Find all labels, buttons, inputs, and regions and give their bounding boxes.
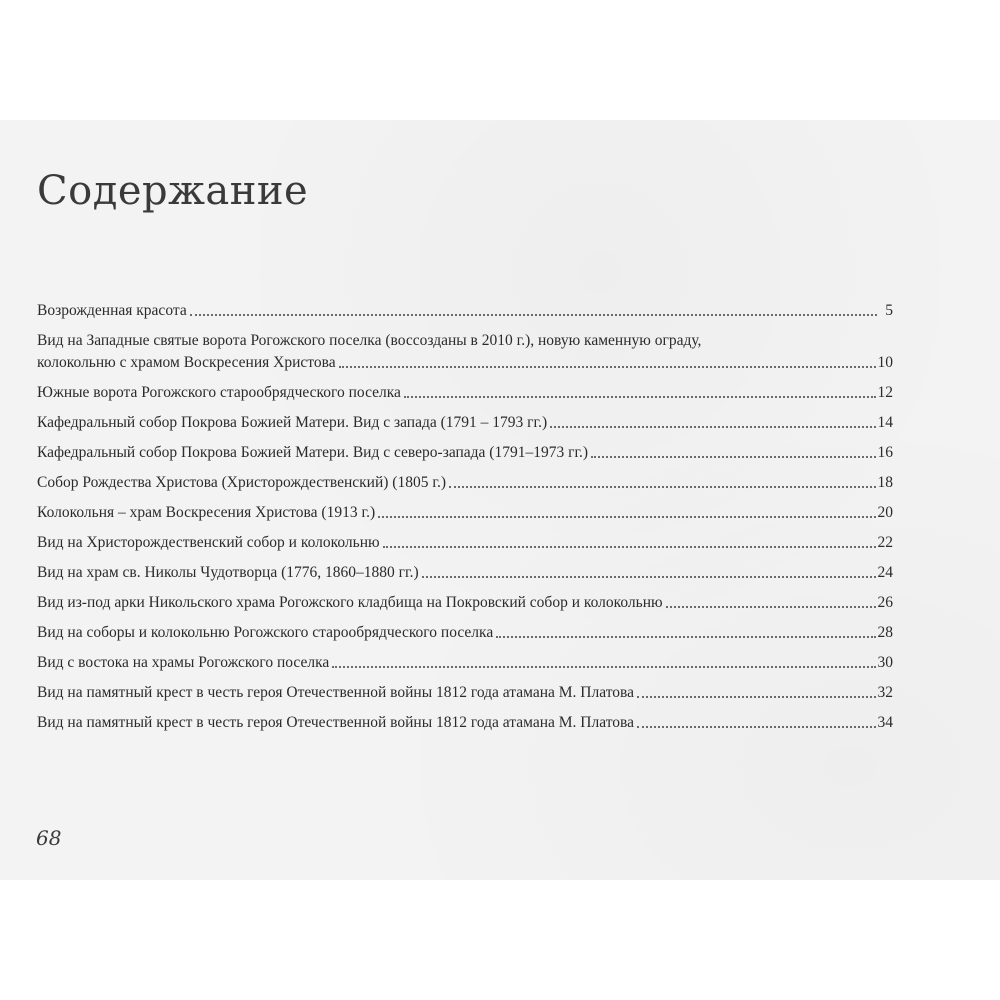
- toc-entry: [37, 502, 893, 524]
- toc-entry-title: Южные ворота Рогожского старообрядческого поселка: [37, 384, 401, 401]
- dot-leader: [496, 636, 875, 638]
- dot-leader: [550, 426, 875, 428]
- dot-leader: [637, 696, 875, 698]
- page-number: 68: [36, 826, 62, 850]
- toc-entry: [37, 382, 893, 404]
- toc-entry-title: Вид из-под арки Никольского храма Рогожского кладбища на Покровский собор и колокольню: [37, 594, 663, 611]
- contents-title: Содержание: [37, 168, 309, 214]
- toc-entry-title: Возрожденная красота: [37, 302, 187, 319]
- dot-leader: [449, 486, 876, 488]
- dot-leader: [637, 726, 875, 728]
- table-of-contents: [37, 300, 893, 742]
- dot-leader: [339, 366, 876, 368]
- toc-entry-page: 16: [877, 444, 893, 461]
- toc-entry-page: 26: [877, 594, 893, 611]
- toc-entry: [37, 592, 893, 614]
- toc-entry-page: 12: [877, 384, 893, 401]
- toc-entry-title: Собор Рождества Христова (Христорождественский) (1805 г.): [37, 474, 446, 491]
- toc-entry: [37, 472, 893, 494]
- dot-leader: [666, 606, 876, 608]
- toc-entry-page: 20: [877, 504, 893, 521]
- toc-entry-title: Колокольня – храм Воскресения Христова (1913 г.): [37, 504, 376, 521]
- toc-entry: [37, 682, 893, 704]
- toc-entry: [37, 622, 893, 644]
- dot-leader: [422, 576, 876, 578]
- toc-entry: [37, 412, 893, 434]
- toc-entry-page: 32: [877, 684, 893, 701]
- toc-entry-title: Вид на Христорождественский собор и колокольню: [37, 534, 380, 551]
- toc-entry-title: Вид на памятный крест в честь героя Отечественной войны 1812 года атамана М. Платова: [37, 714, 635, 731]
- toc-entry-page: 14: [877, 414, 893, 431]
- dot-leader: [383, 546, 876, 548]
- toc-entry-title: Вид на храм св. Николы Чудотворца (1776, 1860–1880 гг.): [37, 564, 419, 581]
- toc-entry: [37, 562, 893, 584]
- toc-entry-page: 10: [877, 354, 893, 371]
- toc-entry-page: 34: [877, 714, 893, 731]
- dot-leader: [378, 516, 875, 518]
- toc-entry-title: Кафедральный собор Покрова Божией Матери. Вид с запада (1791 – 1793 гг.): [37, 414, 548, 431]
- toc-entry-page: 30: [877, 654, 893, 671]
- toc-entry-title: Вид на памятный крест в честь героя Отечественной войны 1812 года атамана М. Платова: [37, 684, 635, 701]
- dot-leader: [332, 666, 875, 668]
- dot-leader: [404, 396, 876, 398]
- toc-entry: [37, 300, 893, 322]
- toc-entry-page: 24: [877, 564, 893, 581]
- toc-entry-title: Вид на соборы и колокольню Рогожского старообрядческого поселка: [37, 624, 494, 641]
- toc-entry: [37, 330, 893, 374]
- toc-entry-title: Кафедральный собор Покрова Божией Матери. Вид с северо-запада (1791–1973 гг.): [37, 444, 589, 461]
- toc-entry-title-continued: колокольню с храмом Воскресения Христова: [37, 354, 336, 371]
- toc-entry: [37, 532, 893, 554]
- toc-entry: [37, 712, 893, 734]
- toc-entry: [37, 442, 893, 464]
- toc-entry-title: Вид с востока на храмы Рогожского поселка: [37, 654, 330, 671]
- toc-entry: [37, 652, 893, 674]
- toc-entry-page: 28: [877, 624, 893, 641]
- dot-leader: [591, 456, 875, 458]
- toc-entry-page: 5: [885, 302, 893, 319]
- toc-entry-page: 18: [877, 474, 893, 491]
- toc-entry-page: 22: [877, 534, 893, 551]
- dot-leader: [190, 314, 877, 316]
- toc-entry-title: Вид на Западные святые ворота Рогожского поселка (воссозданы в 2010 г.), новую каменную ограду,: [37, 332, 702, 349]
- book-page: [0, 120, 1000, 880]
